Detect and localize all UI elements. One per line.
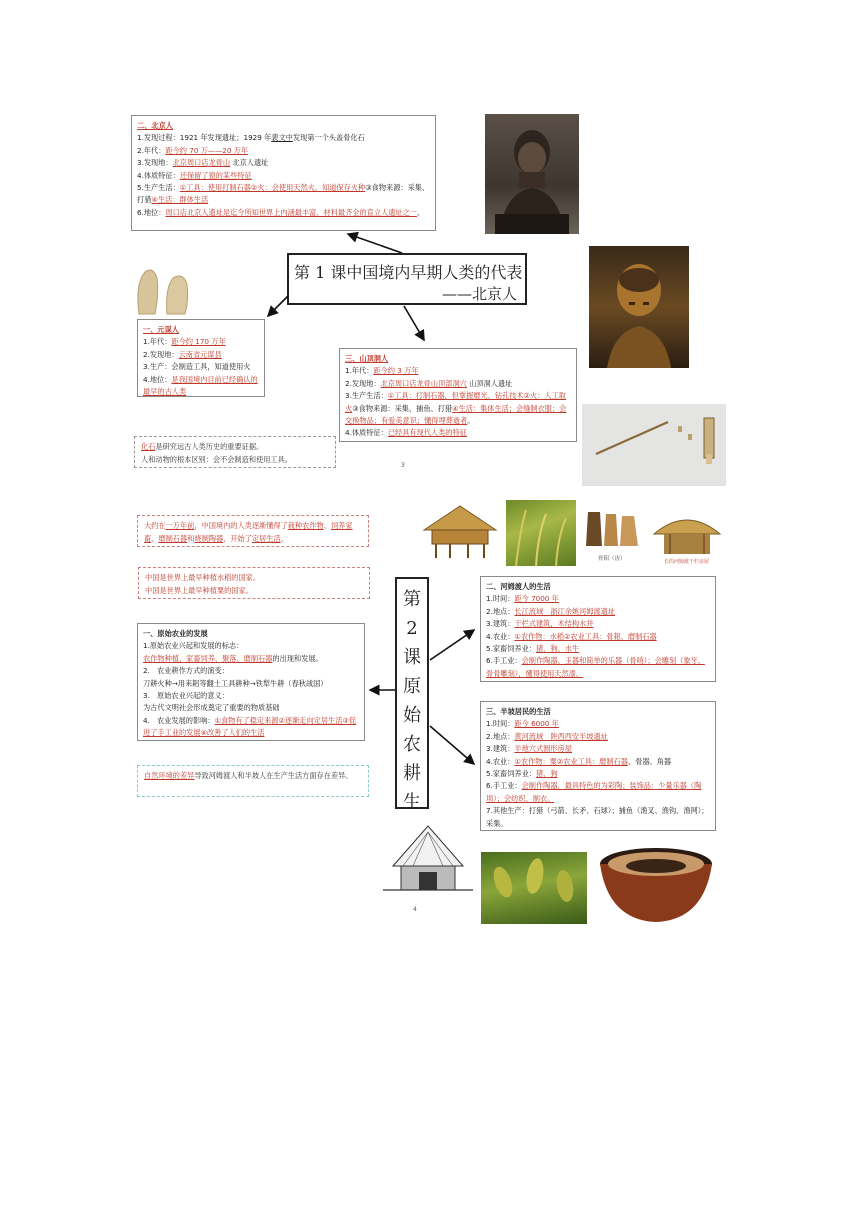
lesson2-title-char: 2 [406, 618, 418, 639]
yuanmou-line-4: 4.地位：是我国境内目前已经确认的最早的古人类 [143, 374, 258, 397]
page-number-4: 4 [413, 906, 417, 913]
banpo-line-4: 4.农业：①农作物：粟②农业工具：磨制石器、骨器、角器 [486, 756, 672, 766]
lesson2-title-char: 原 [403, 676, 421, 697]
banpo-line-2: 2.地点：黄河流域 陕西西安半坡遗址 [486, 731, 608, 741]
shandingdong-line-1: 1.年代：距今约 3 万年 [345, 366, 419, 376]
lesson2-title-char: 生 [403, 792, 421, 813]
agriculture-heading: 一、原始农业的发展 [143, 629, 208, 638]
bone-spade-caption: 骨耜（齿） [598, 556, 626, 562]
agri-line-2b: 刀耕火种→用耒耜等翻土工具耕种→铁犁牛耕（春秋战国） [143, 678, 328, 688]
page-number-3: 3 [401, 462, 405, 469]
banpo-line-6: 6.手工业：会制作陶器，最具特色的为彩陶；装饰品：少量乐器（陶埙）；会纺织、制衣。 [486, 781, 702, 803]
banpo-line-1: 1.时间：距今 6000 年 [486, 719, 559, 729]
arrow-to-yuanmou [268, 296, 288, 316]
environment-note-box: 自然环境的差异导致河姆渡人和半坡人在生产生活方面存在差异。 [137, 765, 369, 797]
yuanmou-line-1: 1.年代：距今约 170 万年 [143, 337, 226, 347]
peking-line-6: 6.地位：周口店北京人遗址是迄今所知世界上内涵最丰富、材料最齐全的直立人遗址之一。 [137, 207, 425, 217]
agri-line-4: 4. 农业发展的影响：①食物有了稳定来源②逐渐走向定居生活③促进了手工业的发展④改善了人们的生活 [143, 715, 357, 738]
lesson2-title-char: 耕 [403, 763, 421, 784]
yuanmou-heading: 一、元谋人 [143, 325, 179, 334]
peking-line-3: 3.发现地：北京周口店龙骨山 北京人遗址 [137, 158, 269, 168]
lesson1-title: 第 1 课中国境内早期人类的代表 [294, 263, 523, 282]
hemudu-line-6: 6.手工业：会制作陶器、玉器和简单的乐器（骨哨）；会雕刻（象牙、骨骨雕刻），懂得使用天然漆。 [486, 656, 705, 678]
hemudu-line-2: 2.地点：长江流域 浙江余姚河姆渡遗址 [486, 606, 616, 616]
agri-line-1: 1.原始农业兴起和发展的标志： [143, 641, 244, 651]
hemudu-line-5: 5.家畜饲养业：猪、狗、水牛 [486, 644, 580, 654]
hemudu-line-1: 1.时间：距今 7000 年 [486, 594, 559, 604]
lesson2-title-char: 农 [403, 734, 421, 755]
arrow-to-shandingdong [404, 306, 424, 340]
yuanmou-line-3: 3.生产：会制造工具，知道使用火 [143, 362, 251, 372]
shandingdong-heading: 三、山顶洞人 [345, 354, 389, 363]
lesson2-title-char: 始 [403, 705, 421, 726]
agri-line-2: 2. 农业耕作方式的演变： [143, 666, 229, 676]
peking-line-5: 5.生产生活：①工具：使用打制石器②火：会使用天然火，知道保存火种③食物来源：采集、打猎④生活：群体生活 [137, 183, 430, 205]
note-line-1: 化石是研究远古人类历史的重要证据。 [141, 442, 264, 451]
banpo-line-7: 7.其他生产：打猎（弓箭、长矛、石球）；捕鱼（渔叉、渔钩、渔网）；采集。 [486, 806, 709, 828]
peking-heading: 二、北京人 [137, 121, 173, 130]
lesson2-title-char: 课 [403, 647, 421, 668]
shandingdong-line-3: 3.生产生活：①工具：打制石器，但掌握磨光、钻孔技术②火：人工取火③食物来源：采集、捕鱼、打猎④生活：集体生活；会缝制衣服；会交换物品；有爱美意识；懂得埋葬逝者。 [345, 391, 567, 426]
yuanmou-line-2: 2.发现地：云南省元谋县 [143, 349, 222, 359]
agri-line-3b: 为古代文明社会形成奠定了重要的物质基础 [143, 703, 280, 713]
arrow-to-peking [348, 234, 402, 253]
arrow-to-hemudu [430, 630, 474, 660]
note-line-2: 人和动物的根本区别：会不会制造和使用工具。 [141, 455, 292, 464]
agri-line-1b: 农作物种植、家畜饲养、聚落、磨制石器的出现和发展。 [143, 653, 323, 663]
banpo-heading: 三、半坡居民的生活 [486, 707, 551, 716]
banpo-line-5: 5.家畜饲养业：猪、狗 [486, 769, 558, 779]
hemudu-line-4: 4.农业：①农作物：水稻②农业工具：骨耜、磨制石器 [486, 631, 657, 641]
peking-line-2: 2.年代：距今约 70 万——20 万年 [137, 145, 249, 155]
first-rice: 中国是世界上最早种植水稻的国家。 [145, 573, 261, 582]
lesson1-subtitle: ——北京人 [441, 285, 517, 303]
hemudu-line-3: 3.建筑：干栏式建筑，木结构水井 [486, 619, 594, 629]
shandingdong-line-4: 4.体质特征：已经具有现代人类的特征 [345, 428, 467, 438]
lesson2-intro-box: 大约在一万年前，中国境内的人类逐渐懂得了栽种农作物、饲养家畜、磨制石器和烧制陶器，开始了定居生活。 [137, 515, 369, 547]
banpo-line-3: 3.建筑：半地穴式圆形房屋 [486, 744, 572, 754]
peking-line-4: 4.体质特征：还保留了猿的某些特征 [137, 170, 252, 180]
lesson2-title-char: 第 [403, 589, 421, 610]
first-millet: 中国是世界上最早种植粟的国家。 [145, 586, 253, 595]
shandingdong-line-2: 2.发现地：北京周口店龙骨山顶部洞穴 山顶洞人遗址 [345, 378, 513, 388]
agri-line-3: 3. 原始农业兴起的意义： [143, 691, 229, 701]
hut-caption: 长的河姆渡干栏房屋 [664, 559, 710, 565]
peking-line-1: 1.发现过程：1921 年发现遗址；1929 年裴文中发现第一个头盖骨化石 [137, 133, 365, 143]
hemudu-heading: 二、河姆渡人的生活 [486, 582, 551, 591]
arrow-to-banpo [430, 726, 474, 764]
